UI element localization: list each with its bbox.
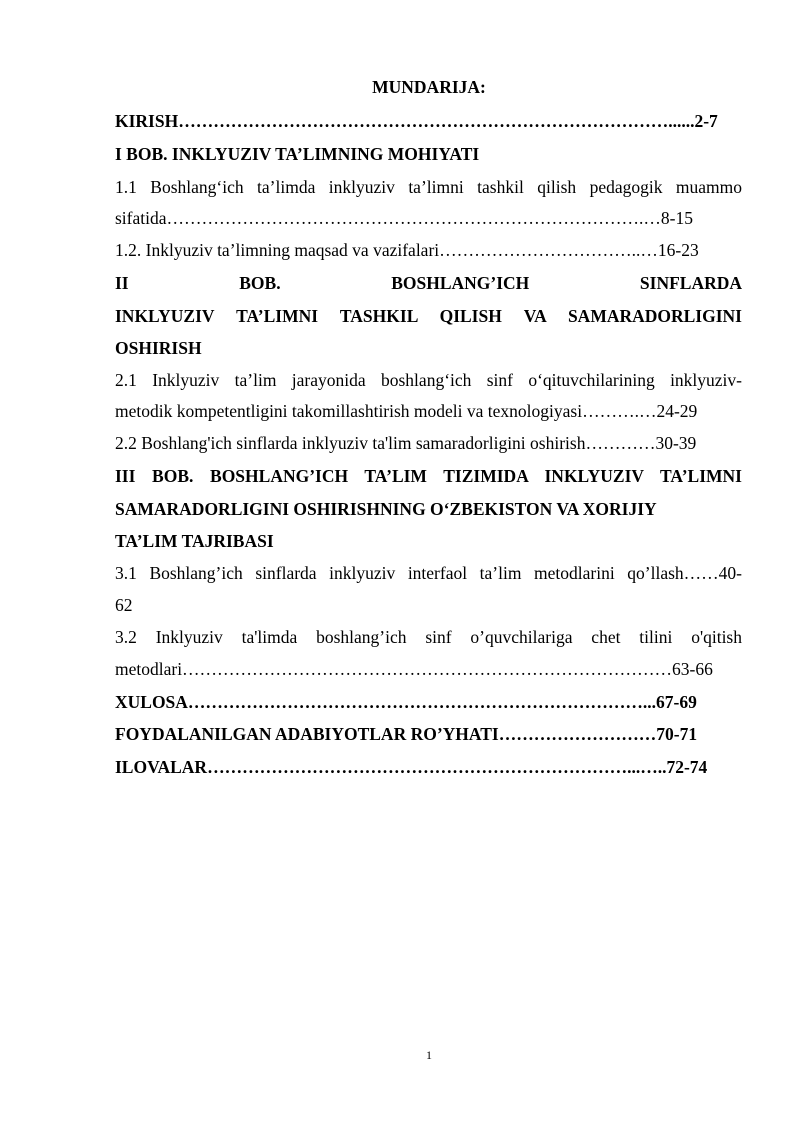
toc-entry-2-1-line1: 2.1 Inklyuziv ta’lim jarayonida boshlang‘ich sinf o‘qituvchilarining inklyuziv-	[115, 370, 742, 390]
toc-chapter-3-heading-line2: SAMARADORLIGINI OSHIRISHNING O‘ZBEKISTON VA XORIJIY	[115, 499, 657, 519]
toc-entry-3-1-line2: 62	[115, 595, 133, 615]
toc-entry-3-1-line1: 3.1 Boshlang’ich sinflarda inklyuziv interfaol ta’lim metodlarini qo’llash……40-	[115, 563, 742, 583]
toc-entry-2-2: 2.2 Boshlang'ich sinflarda inklyuziv ta'lim samaradorligini oshirish…………30-39	[115, 433, 697, 453]
toc-entry-references: FOYDALANILGAN ADABIYOTLAR RO’YHATI………………………70-71	[115, 724, 698, 744]
toc-chapter-1-heading: I BOB. INKLYUZIV TA’LIMNING MOHIYATI	[115, 144, 480, 164]
toc-entry-ilovalar: ILOVALAR………………………………………………………………...…..72-74	[115, 757, 708, 777]
toc-title: MUNDARIJA:	[372, 77, 486, 97]
toc-chapter-2-heading-line3: OSHIRISH	[115, 338, 202, 358]
toc-entry-1-2: 1.2. Inklyuziv ta’limning maqsad va vazifalari……………………………..…16-23	[115, 240, 699, 260]
toc-entry-kirish: KIRISH…………………………………………………………………………......2-7	[115, 111, 718, 131]
toc-chapter-2-heading-line1: II BOB. BOSHLANG’ICH SINFLARDA	[115, 273, 742, 293]
toc-entry-xulosa: XULOSA……………………………………………………………………...67-69	[115, 692, 697, 712]
toc-entry-3-2-line2: metodlari…………………………………………………………………………63-66	[115, 659, 713, 679]
toc-entry-2-1-line2: metodik kompetentligini takomillashtirish modeli va texnologiyasi……….…24-29	[115, 401, 698, 421]
toc-entry-1-1-line1: 1.1 Boshlang‘ich ta’limda inklyuziv ta’limni tashkil qilish pedagogik muammo	[115, 177, 742, 197]
toc-chapter-3-heading-line1: III BOB. BOSHLANG’ICH TA’LIM TIZIMIDA INKLYUZIV TA’LIMNI	[115, 466, 742, 486]
toc-entry-1-1-line2: sifatida……………………………………………………………………….…8-15	[115, 208, 693, 228]
toc-chapter-3-heading-line3: TA’LIM TAJRIBASI	[115, 531, 274, 551]
toc-chapter-2-heading-line2: INKLYUZIV TA’LIMNI TASHKIL QILISH VA SAMARADORLIGINI	[115, 306, 742, 326]
page-number: 1	[426, 1048, 432, 1062]
toc-entry-3-2-line1: 3.2 Inklyuziv ta'limda boshlang’ich sinf o’quvchilariga chet tilini o'qitish	[115, 627, 742, 647]
